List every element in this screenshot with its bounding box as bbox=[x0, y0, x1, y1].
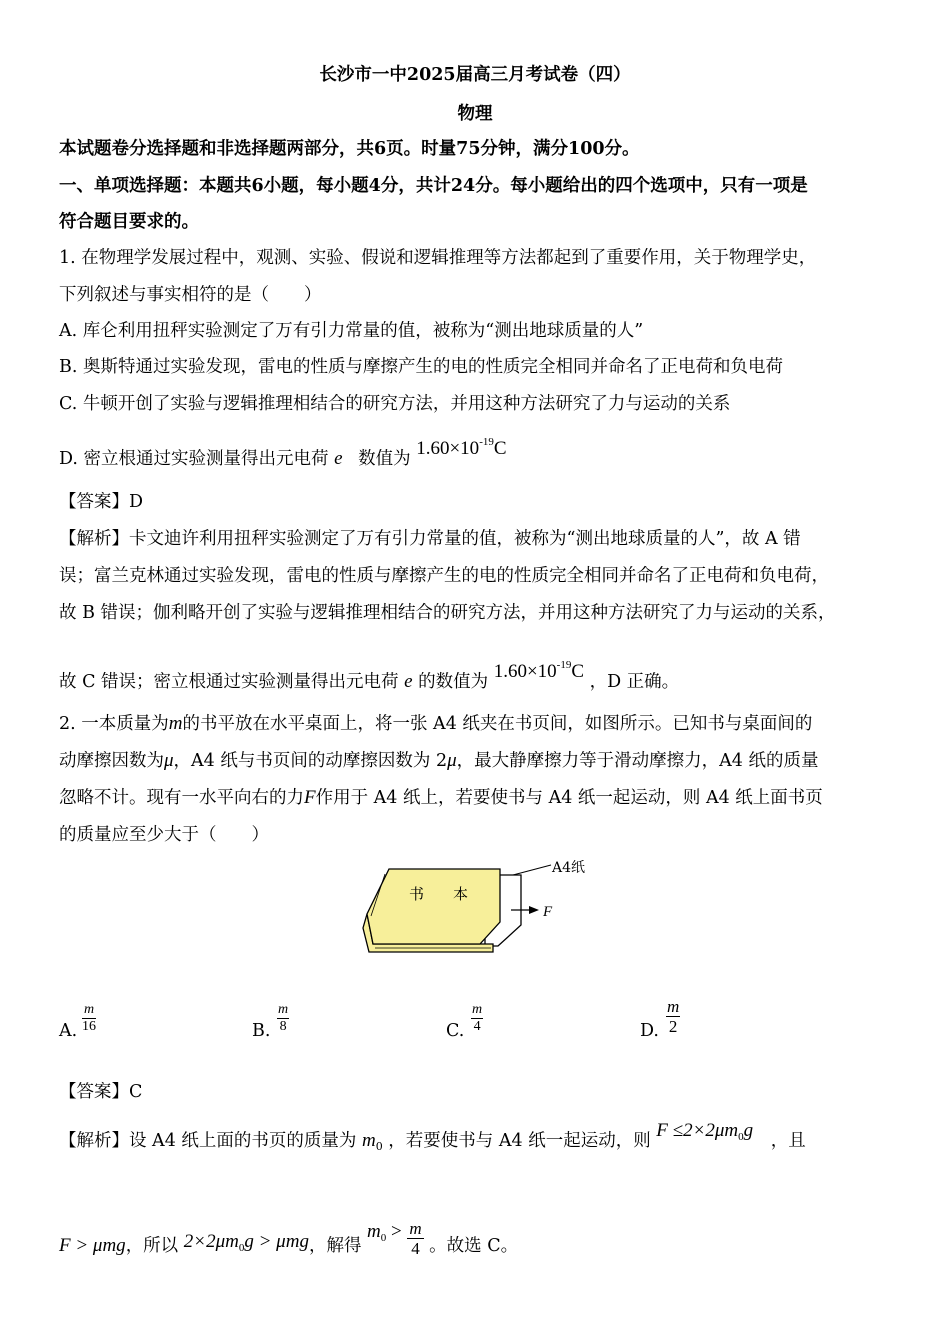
section-heading-line1: 一、单项选择题：本题共6小题，每小题4分，共计24分。每小题给出的四个选项中，只有一项是 bbox=[59, 176, 808, 196]
q1-analysis-line2: 误；富兰克林通过实验发现，雷电的性质与摩擦产生的电的性质完全相同并命名了正电荷和负电荷， bbox=[59, 566, 829, 586]
q2-option-b-label: B. bbox=[252, 1021, 271, 1041]
q2-option-a-value: $\frac{m}{16}$ bbox=[82, 1002, 96, 1034]
q1-stem-line2: 下列叙述与事实相符的是（ ） bbox=[59, 285, 322, 305]
q2-inequality-2: $2\times 2\mu m_0g > \mu mg$ bbox=[183, 1231, 309, 1254]
q1-option-b: B. 奥斯特通过实验发现，雷电的性质与摩擦产生的电的性质完全相同并命名了正电荷和负电荷 bbox=[59, 357, 783, 377]
q2-answer: 【答案】C bbox=[59, 1082, 143, 1102]
book-cover bbox=[367, 869, 500, 944]
q2-result-fraction: $\frac{m}{4}$ bbox=[409, 1219, 422, 1258]
a4-paper-label: A4纸 bbox=[552, 860, 586, 876]
exam-intro: 本试题卷分选择题和非选择题两部分，共6页。时量75分钟，满分100分。 bbox=[59, 139, 640, 159]
q1-analysis-line1: 【解析】卡文迪许利用扭秤实验测定了万有引力常量的值，被称为“测出地球质量的人”，故 A 错 bbox=[59, 529, 801, 549]
q2-inequality-F: F > μmg bbox=[59, 1235, 126, 1256]
q2-stem-line1: 2. 一本质量为m的书平放在水平桌面上，将一张 A4 纸夹在书页间，如图所示。已知书与桌面间的 bbox=[59, 713, 813, 734]
force-arrowhead bbox=[529, 906, 539, 914]
q2-result: $m_0$ > bbox=[367, 1221, 402, 1244]
q1-option-d-text: D. 密立根通过实验测量得出元电荷 bbox=[59, 449, 329, 469]
q1-option-d bbox=[59, 436, 507, 471]
exam-title: 长沙市一中2025届高三月考试卷（四） bbox=[319, 65, 631, 85]
q1-stem-line1: 1. 在物理学发展过程中，观测、实验、假说和逻辑推理等方法都起到了重要作用，关于物理学史， bbox=[59, 248, 817, 268]
q1-option-c: C. 牛顿开创了实验与逻辑推理相结合的研究方法，并用这种方法研究了力与运动的关系 bbox=[59, 394, 731, 414]
q2-option-b-value: $\frac{m}{8}$ bbox=[278, 1002, 289, 1034]
subject-title: 物理 bbox=[457, 104, 493, 124]
q1-analysis-line3: 故 B 错误；伽利略开创了实验与逻辑推理相结合的研究方法，并用这种方法研究了力与运动的关系， bbox=[59, 603, 836, 623]
q2-option-d-label: D. bbox=[640, 1021, 659, 1041]
section-heading-line2: 符合题目要求的。 bbox=[59, 212, 199, 232]
q1-analysis-symbol-e: e bbox=[404, 671, 413, 692]
q1-option-d-symbol: e bbox=[334, 448, 343, 469]
q1-analysis-value: $1.60\times 10^{-19}C$ bbox=[493, 659, 585, 682]
q1-option-d-value: $1.60\times 10^{-19}C$ bbox=[416, 436, 507, 459]
q1-option-a: A. 库仑利用扭秤实验测定了万有引力常量的值，被称为“测出地球质量的人” bbox=[59, 321, 644, 341]
q2-option-a-label: A. bbox=[59, 1021, 78, 1041]
q2-option-c-value: $\frac{m}{4}$ bbox=[472, 1002, 483, 1034]
a4-label-pointer bbox=[513, 865, 551, 875]
q2-analysis-line2: F > μmg，所以 $2\times 2\mu m_0g > \mu mg$，解得 $m_0$ > $\frac{m}{4}$ 。故选 C。 bbox=[59, 1219, 519, 1258]
q2-inequality-1: $F \le 2\times 2\mu m_0g$ bbox=[656, 1120, 754, 1143]
q2-stem-line3: 忽略不计。现有一水平向右的力F作用于 A4 纸上，若要使书与 A4 纸一起运动，则 A4 纸上面书页 bbox=[59, 787, 823, 808]
q2-stem-line2: 动摩擦因数为μ，A4 纸与书页间的动摩擦因数为 2μ，最大静摩擦力等于滑动摩擦力，A4 纸的质量 bbox=[59, 750, 819, 771]
q2-analysis-line1: 【解析】设 A4 纸上面的书页的质量为 $m_0$ ，若要使书与 A4 纸一起运动，则 $F \le 2\times 2\mu m_0g$ ，且 bbox=[59, 1120, 806, 1153]
q2-option-c-label: C. bbox=[446, 1021, 465, 1041]
book-label-2: 本 bbox=[453, 885, 469, 903]
q2-option-d-value: $\frac{m}{2}$ bbox=[667, 997, 680, 1036]
force-label: F bbox=[543, 904, 553, 920]
q1-analysis-line4: 故 C 错误；密立根通过实验测量得出元电荷 e 的数值为 $1.60\times 10^{-19}C$ ，D 正确。 bbox=[59, 659, 680, 692]
book-a4-figure bbox=[355, 852, 605, 972]
q1-answer: 【答案】D bbox=[59, 492, 144, 512]
q1-option-d-text2: 数值为 bbox=[358, 449, 411, 469]
q2-stem-line4: 的质量应至少大于（ ） bbox=[59, 825, 269, 845]
book-label-1: 书 bbox=[409, 885, 425, 903]
